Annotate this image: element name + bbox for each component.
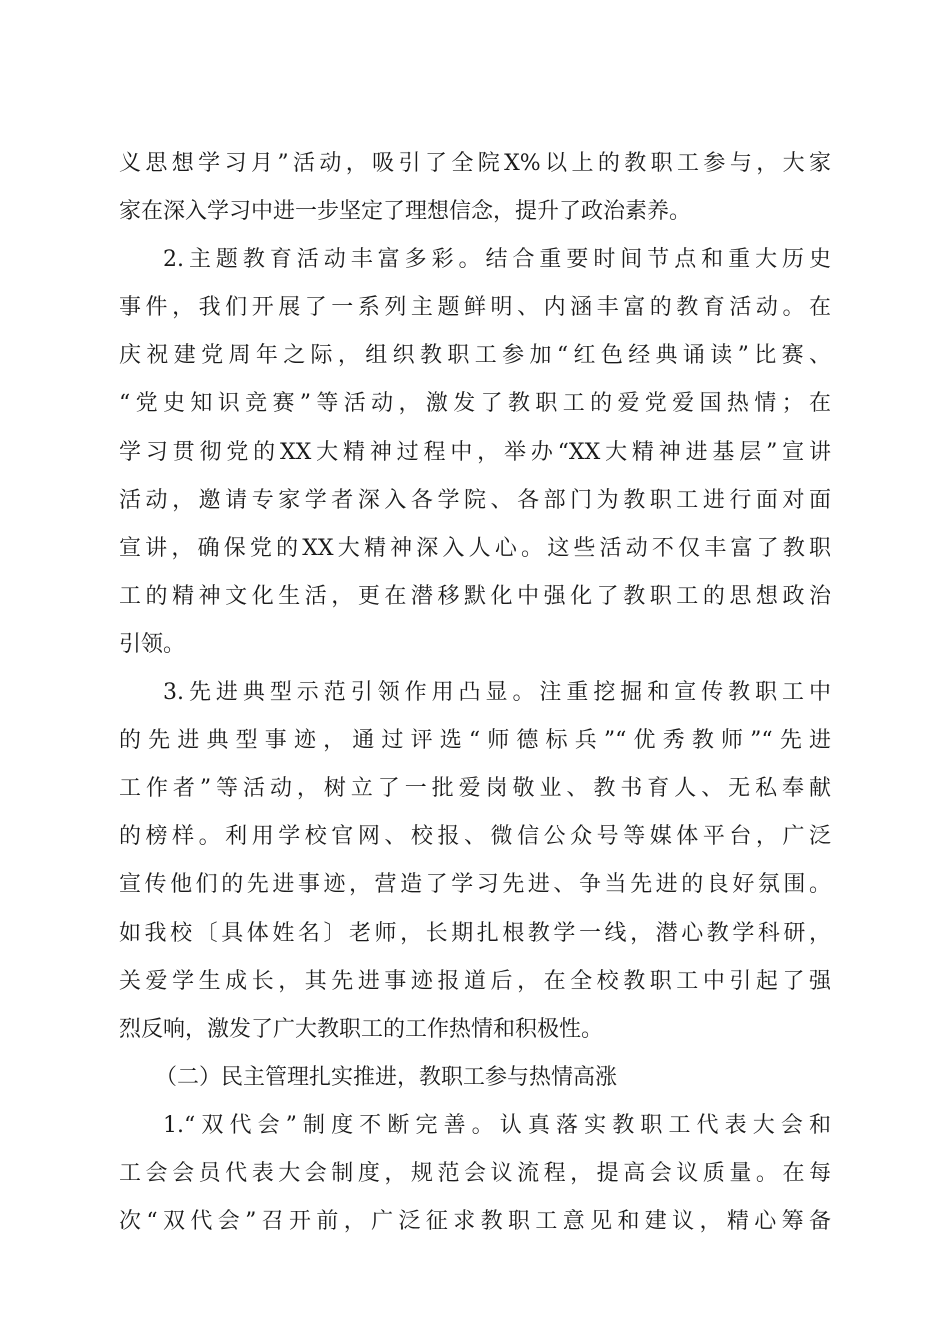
- text-line: 烈反响，激发了广大教职工的工作热情和积极性。: [119, 1016, 604, 1042]
- paragraph-start-line: 3.先进典型示范引领作用凸显。注重挖掘和宣传教职工中: [163, 680, 831, 706]
- text-line: 工的精神文化生活，更在潜移默化中强化了教职工的思想政治: [119, 583, 831, 609]
- text-line: 关爱学生成长，其先进事迹报道后，在全校教职工中引起了强: [119, 968, 831, 994]
- text-line: 的先进典型事迹，通过评选“师德标兵”“优秀教师”“先进: [119, 728, 831, 754]
- text-line: 宣传他们的先进事迹，营造了学习先进、争当先进的良好氛围。: [119, 872, 831, 898]
- text-line: 引领。: [119, 631, 186, 657]
- text-line: 义思想学习月”活动，吸引了全院X%以上的教职工参与，大家: [119, 151, 831, 176]
- text-line: 如我校〔具体姓名〕老师，长期扎根教学一线，潜心教学科研，: [119, 920, 831, 946]
- text-line: 活动，邀请专家学者深入各学院、各部门为教职工进行面对面: [119, 487, 831, 513]
- document-body: [119, 140, 831, 1246]
- text-line: 的榜样。利用学校官网、校报、微信公众号等媒体平台，广泛: [119, 824, 831, 850]
- text-line: 工会会员代表大会制度，规范会议流程，提高会议质量。在每: [119, 1160, 831, 1186]
- paragraph-start-line: 1.“双代会”制度不断完善。认真落实教职工代表大会和: [163, 1112, 831, 1138]
- text-line: 家在深入学习中进一步坚定了理想信念，提升了政治素养。: [119, 199, 692, 225]
- text-line: 事件，我们开展了一系列主题鲜明、内涵丰富的教育活动。在: [119, 295, 831, 321]
- text-line: 工作者”等活动，树立了一批爱岗敬业、教书育人、无私奉献: [119, 776, 831, 802]
- text-line: 次“双代会”召开前，广泛征求教职工意见和建议，精心筹备: [119, 1209, 831, 1235]
- section-heading: （二）民主管理扎实推进，教职工参与热情高涨: [155, 1064, 618, 1090]
- text-line: 学习贯彻党的XX大精神过程中，举办“XX大精神进基层”宣讲: [119, 439, 831, 465]
- text-line: 庆祝建党周年之际，组织教职工参加“红色经典诵读”比赛、: [119, 343, 831, 369]
- text-line: 宣讲，确保党的XX大精神深入人心。这些活动不仅丰富了教职: [119, 535, 831, 561]
- paragraph-start-line: 2.主题教育活动丰富多彩。结合重要时间节点和重大历史: [163, 247, 831, 273]
- text-line: “党史知识竞赛”等活动，激发了教职工的爱党爱国热情；在: [119, 391, 831, 417]
